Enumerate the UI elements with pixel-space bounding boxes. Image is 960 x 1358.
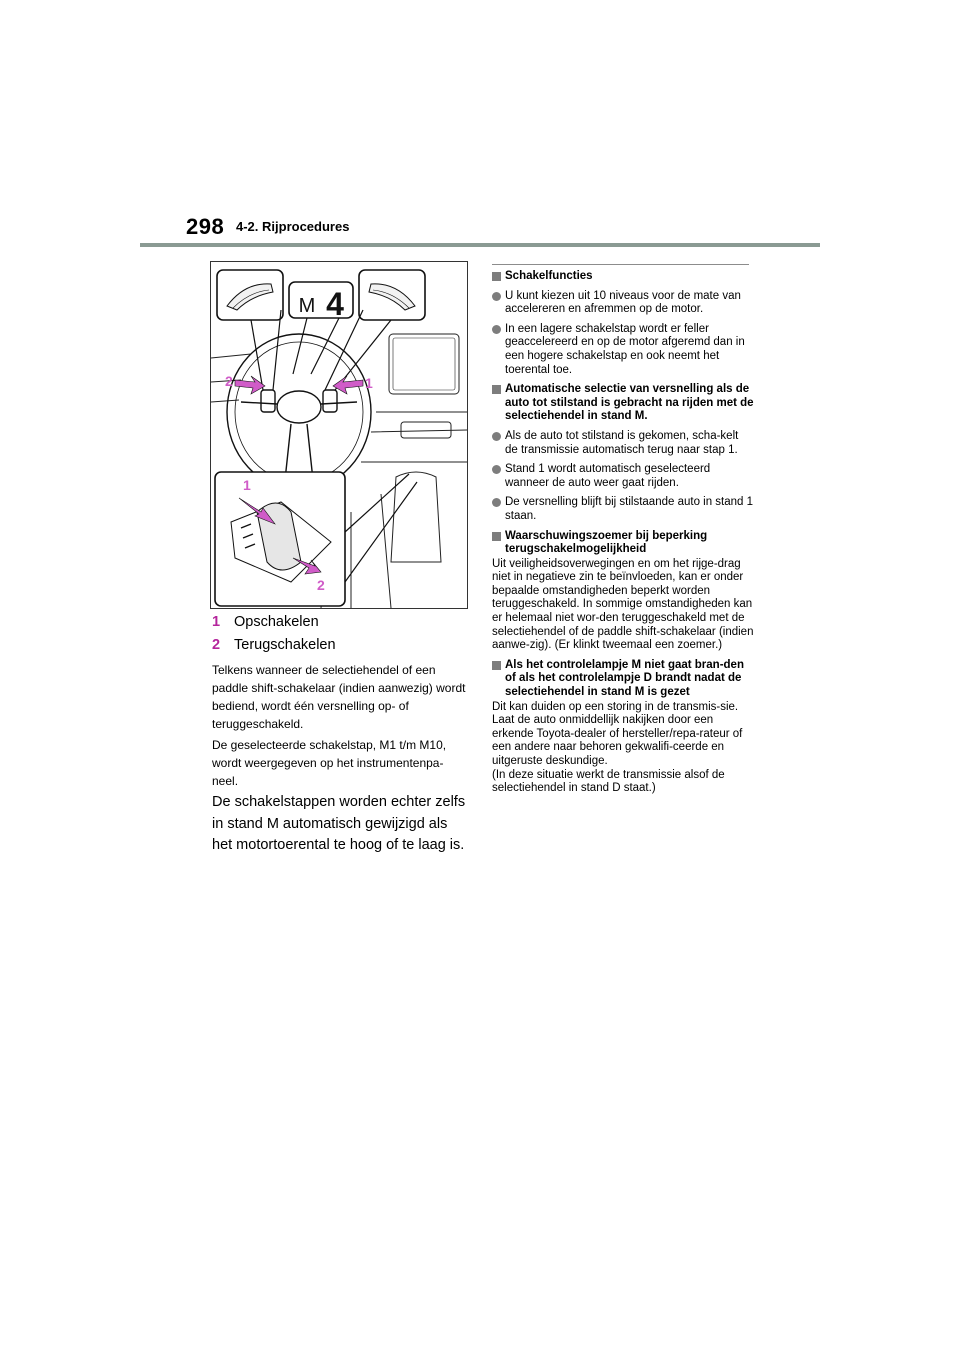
heading-auto-selection: Automatische selectie van versnelling als de auto tot stilstand is gebracht na rijden met de selectiehendel in stand M.: [492, 383, 754, 424]
round-bullet-icon: [492, 292, 501, 301]
paragraph-d-position: (In deze situatie werkt de transmissie alsof de selectiehendel in stand D staat.): [492, 768, 725, 795]
heading-shift-functions: Schakelfuncties: [492, 270, 754, 284]
paragraph-buzzer: Uit veiligheidsoverwegingen en om het rijge-drag niet in negatieve zin te beïnvloeden, kan er onder bepaalde omstandigheden beperkt worden teruggeschakeld. In sommige omstandigheden kan er helemaal niet wor-den teruggeschakeld met de selectiehendel of de paddle shift-schakelaar (indien aanwe-zig). (Er klinkt tweemaal een zoemer.): [492, 557, 754, 652]
paragraph-malfunction: Dit kan duiden op een storing in de transmis-sie. Laat de auto onmiddellijk nakijken door een erkende Toyota-dealer of hersteller/repa-rateur of een andere naar behoren gekwalifi-ceerde en uitgeruste deskundige.: [492, 700, 743, 767]
steering-wheel: [227, 334, 371, 490]
gear-display-inset: [289, 282, 353, 322]
bullet-item: In een lagere schakelstap wordt er feller geaccelereerd en op de motor afgeremd dan in een hogere schakelstap en ook neemt het toerental toe.: [492, 323, 754, 377]
legend-item-upshift: [212, 614, 319, 630]
legend-label: Terugschakelen: [234, 637, 336, 653]
callout-1-paddle: 1: [365, 375, 373, 391]
shift-illustration: [210, 261, 468, 609]
section-title: 4-2. Rijprocedures: [236, 219, 350, 234]
callout-2-paddle: 2: [225, 373, 233, 389]
paragraph-gear-display: De geselecteerde schakelstap, M1 t/m M10, wordt weergegeven op het instrumentenpa-neel.: [212, 738, 447, 788]
paddle-left-inset: [217, 270, 283, 320]
right-column: [492, 270, 754, 796]
heading-warning-buzzer: Waarschuwingszoemer bij beperking terugschakelmogelijkheid: [492, 530, 754, 557]
bullet-item: Als de auto tot stilstand is gekomen, scha-kelt de transmissie automatisch terug naar stap 1.: [492, 430, 754, 457]
right-column-rule: [492, 264, 749, 265]
square-bullet-icon: [492, 272, 501, 281]
round-bullet-icon: [492, 432, 501, 441]
round-bullet-icon: [492, 465, 501, 474]
callout-1-shifter: 1: [243, 477, 251, 493]
legend-number: 1: [212, 614, 221, 630]
paragraph-shift-operation: Telkens wanneer de selectiehendel of een paddle shift-schakelaar (indien aanwezig) wordt bediend, wordt één versnelling op- of teruggeschakeld.: [212, 663, 466, 731]
paddle-right-inset: [359, 270, 425, 320]
heading-indicator-m: Als het controlelampje M niet gaat bran-den of als het controlelampje D brandt nadat de selectiehendel in stand M is gezet: [492, 659, 754, 700]
round-bullet-icon: [492, 498, 501, 507]
square-bullet-icon: [492, 661, 501, 670]
round-bullet-icon: [492, 325, 501, 334]
header-rule: [140, 243, 820, 247]
display-letter: M: [298, 295, 316, 317]
bullet-item: De versnelling blijft bij stilstaande auto in stand 1 staan.: [492, 496, 754, 523]
callout-2-shifter: 2: [317, 577, 325, 593]
square-bullet-icon: [492, 532, 501, 541]
legend-number: 2: [212, 637, 221, 653]
paragraph-auto-change: De schakelstappen worden echter zelfs in stand M automatisch gewijzigd als het motortoerental te hoog of te laag is.: [212, 794, 466, 853]
bullet-item: Stand 1 wordt automatisch geselecteerd wanneer de auto weer gaat rijden.: [492, 463, 754, 490]
display-digit: 4: [326, 286, 344, 322]
page-number: 298: [186, 214, 225, 239]
bullet-item: U kunt kiezen uit 10 niveaus voor de mate van accelereren en afremmen op de motor.: [492, 290, 754, 317]
legend-label: Opschakelen: [234, 614, 319, 630]
square-bullet-icon: [492, 385, 501, 394]
legend-item-downshift: [212, 637, 336, 653]
shifter-inset: [215, 472, 417, 606]
